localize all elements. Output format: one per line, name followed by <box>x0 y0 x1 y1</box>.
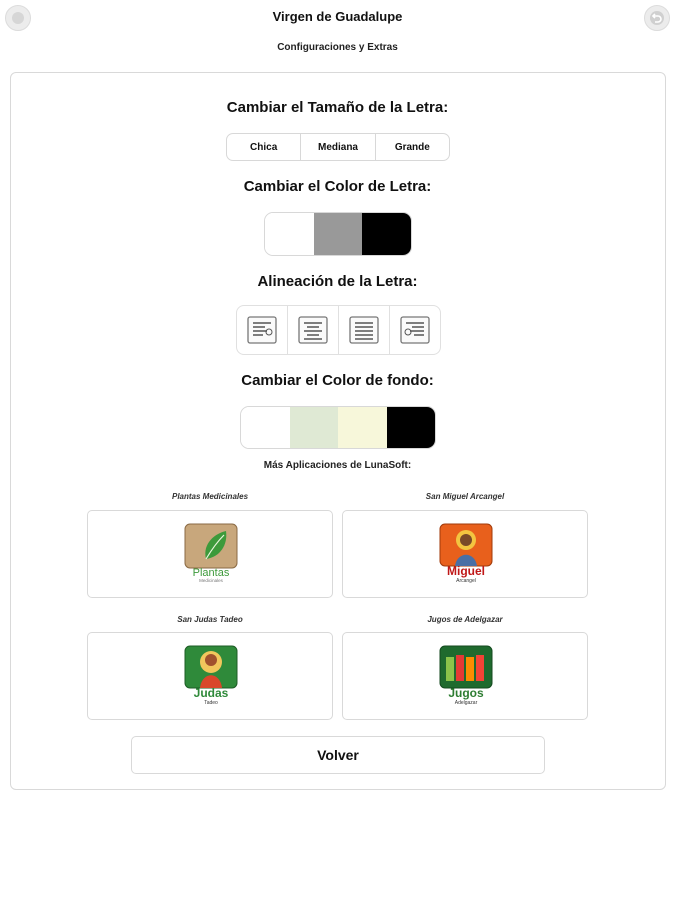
app-label-plantas: Plantas Medicinales <box>171 492 249 501</box>
volver-button[interactable]: Volver <box>131 736 545 774</box>
alignment-selector <box>236 305 441 355</box>
alignment-heading: Alineación de la Letra: <box>257 273 418 290</box>
app-icon-text-jugos: Jugos <box>448 686 484 700</box>
page-title: Virgen de Guadalupe <box>272 9 403 24</box>
align-right-button[interactable] <box>390 306 440 354</box>
app-icon-text-plantas: Plantas <box>192 567 230 579</box>
page-subtitle: Configuraciones y Extras <box>277 42 398 53</box>
font-size-heading: Cambiar el Tamaño de la Letra: <box>226 99 449 116</box>
align-center-icon <box>298 316 328 344</box>
font-size-large-button[interactable]: Grande <box>394 141 430 153</box>
background-cream-swatch[interactable] <box>338 407 387 448</box>
undo-icon <box>645 6 669 30</box>
align-justify-icon <box>349 316 379 344</box>
font-size-small-button[interactable]: Chica <box>227 134 301 160</box>
align-right-icon <box>400 316 430 344</box>
background-color-heading: Cambiar el Color de fondo: <box>241 372 434 389</box>
align-left-icon <box>247 316 277 344</box>
app-miguel-button[interactable] <box>342 510 588 598</box>
font-color-heading: Cambiar el Color de Letra: <box>243 178 432 195</box>
background-black-swatch[interactable] <box>387 407 436 448</box>
background-white-swatch[interactable] <box>241 407 290 448</box>
font-size-selector <box>226 133 450 161</box>
font-color-white-swatch[interactable] <box>265 213 314 255</box>
archangel-icon <box>439 523 493 583</box>
font-color-black-swatch[interactable] <box>362 213 411 255</box>
app-label-judas: San Judas Tadeo <box>177 615 243 624</box>
juice-glasses-icon <box>439 645 493 705</box>
app-icon-text-judas: Judas <box>193 686 229 700</box>
more-apps-heading: Más Aplicaciones de LunaSoft: <box>263 460 412 471</box>
background-color-picker <box>240 406 436 449</box>
background-green-swatch[interactable] <box>290 407 339 448</box>
app-label-jugos: Jugos de Adelgazar <box>427 615 503 624</box>
font-size-medium-button[interactable]: Mediana <box>301 134 375 160</box>
app-icon-subtext-judas: Tadeo <box>204 700 218 705</box>
app-label-miguel: San Miguel Arcangel <box>425 492 505 501</box>
app-judas-button[interactable] <box>87 632 333 720</box>
align-center-button[interactable] <box>288 306 339 354</box>
app-icon-subtext-plantas: Medicinales <box>199 578 223 583</box>
align-left-button[interactable] <box>237 306 288 354</box>
back-button[interactable] <box>644 5 670 31</box>
saint-judas-icon <box>184 645 238 705</box>
align-justify-button[interactable] <box>339 306 390 354</box>
font-color-picker <box>264 212 412 256</box>
app-jugos-button[interactable] <box>342 632 588 720</box>
plant-leaf-icon <box>184 523 238 583</box>
app-plantas-button[interactable] <box>87 510 333 598</box>
app-icon-subtext-jugos: Adelgazar <box>454 700 478 705</box>
app-icon-text-miguel: Miguel <box>447 564 485 578</box>
font-color-gray-swatch[interactable] <box>314 213 363 255</box>
app-icon-subtext-miguel: Arcangel <box>456 578 476 583</box>
